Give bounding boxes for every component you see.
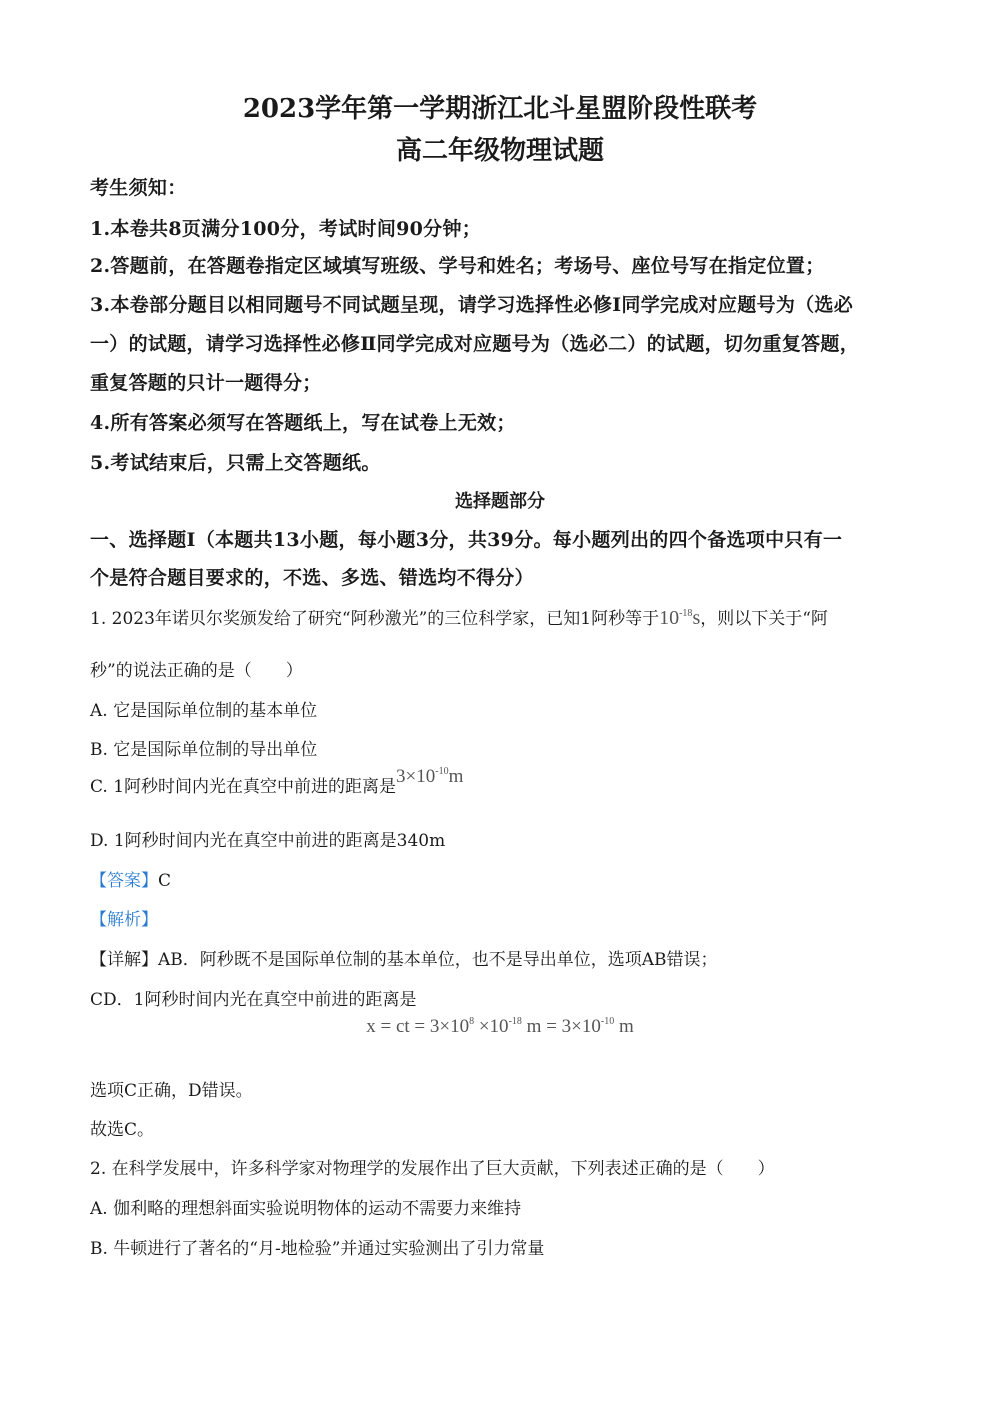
notice-line-2: 2.答题前，在答题卷指定区域填写班级、学号和姓名；考场号、座位号写在指定位置；: [90, 255, 825, 277]
answer-value: C: [158, 871, 172, 891]
q1-option-c: [90, 766, 464, 798]
exam-title-line2: 高二年级物理试题: [395, 136, 604, 166]
formula-exp-2: -18: [508, 1016, 522, 1027]
formula-part-3: m = 3×10: [521, 1016, 601, 1037]
q2-option-a: A. 伽利略的理想斜面实验说明物体的运动不需要力来维持: [90, 1199, 522, 1219]
section-title: 选择题部分: [455, 491, 545, 512]
analysis-tag: 【解析】: [90, 910, 158, 930]
answer-tag: 【答案】: [90, 871, 158, 891]
q1-option-b: B. 它是国际单位制的导出单位: [90, 740, 318, 760]
formula-part-2: ×10: [474, 1016, 509, 1037]
q2-option-b: B. 牛顿进行了著名的“月-地检验”并通过实验测出了引力常量: [90, 1239, 545, 1259]
formula-unit: m: [614, 1016, 634, 1037]
part-header-line2: 个是符合题目要求的，不选、多选、错选均不得分）: [90, 567, 534, 589]
q1-option-c-math: [396, 766, 463, 787]
q1-option-c-math-exp: -10: [435, 766, 449, 777]
q1-answer: [90, 866, 171, 891]
q1-conclusion-1: 选项C正确，D错误。: [90, 1081, 253, 1101]
exam-title-line1: 2023学年第一学期浙江北斗星盟阶段性联考: [242, 94, 758, 124]
q1-stem-text-b: ，则以下关于“阿: [700, 609, 828, 629]
notice-line-6: 4.所有答案必须写在答题纸上，写在试卷上无效；: [90, 412, 516, 434]
part-header-line1: 一、选择题Ⅰ（本题共13小题，每小题3分，共39分。每小题列出的四个备选项中只有一: [90, 529, 843, 551]
q1-math-exp: -18: [679, 608, 693, 619]
notice-line-3: 3.本卷部分题目以相同题号不同试题呈现，请学习选择性必修Ⅰ同学完成对应题号为（选必: [90, 294, 854, 316]
formula-exp-1: 8: [469, 1016, 475, 1027]
formula-part-1: x = ct = 3×10: [366, 1016, 470, 1037]
q1-formula: [0, 1016, 1000, 1038]
q1-math-unit: s: [692, 607, 701, 629]
q1-option-c-math-base: 3×10: [396, 766, 436, 787]
formula-exp-3: -10: [600, 1016, 615, 1027]
q1-stem-text-a: 1. 2023年诺贝尔奖颁发给了研究“阿秒激光”的三位科学家，已知1阿秒等于: [90, 609, 660, 629]
q1-option-a: A. 它是国际单位制的基本单位: [90, 701, 318, 721]
q1-detail-line2: CD．1阿秒时间内光在真空中前进的距离是: [90, 990, 417, 1010]
notice-line-7: 5.考试结束后，只需上交答题纸。: [90, 452, 381, 474]
q1-option-c-math-unit: m: [448, 766, 464, 787]
q1-detail-line1: 【详解】AB．阿秒既不是国际单位制的基本单位，也不是导出单位，选项AB错误；: [90, 950, 718, 970]
q1-option-d: D. 1阿秒时间内光在真空中前进的距离是340m: [90, 831, 446, 851]
q1-conclusion-2: 故选C。: [90, 1120, 155, 1140]
notice-line-5: 重复答题的只计一题得分；: [90, 372, 322, 394]
notice-heading: 考生须知：: [90, 177, 187, 199]
q1-math-base: 10: [659, 607, 680, 629]
notice-line-1: 1.本卷共8页满分100分，考试时间90分钟；: [90, 218, 482, 240]
q2-stem: 2. 在科学发展中，许多科学家对物理学的发展作出了巨大贡献，下列表述正确的是（ ）: [90, 1159, 775, 1179]
q1-option-c-text: C. 1阿秒时间内光在真空中前进的距离是: [90, 777, 397, 797]
q1-stem-math: [659, 607, 700, 629]
q1-stem-line2: 秒”的说法正确的是（ ）: [90, 661, 303, 681]
q1-stem-line1: [90, 604, 828, 630]
notice-line-4: 一）的试题，请学习选择性必修Ⅱ同学完成对应题号为（选必二）的试题，切勿重复答题，: [90, 333, 860, 355]
